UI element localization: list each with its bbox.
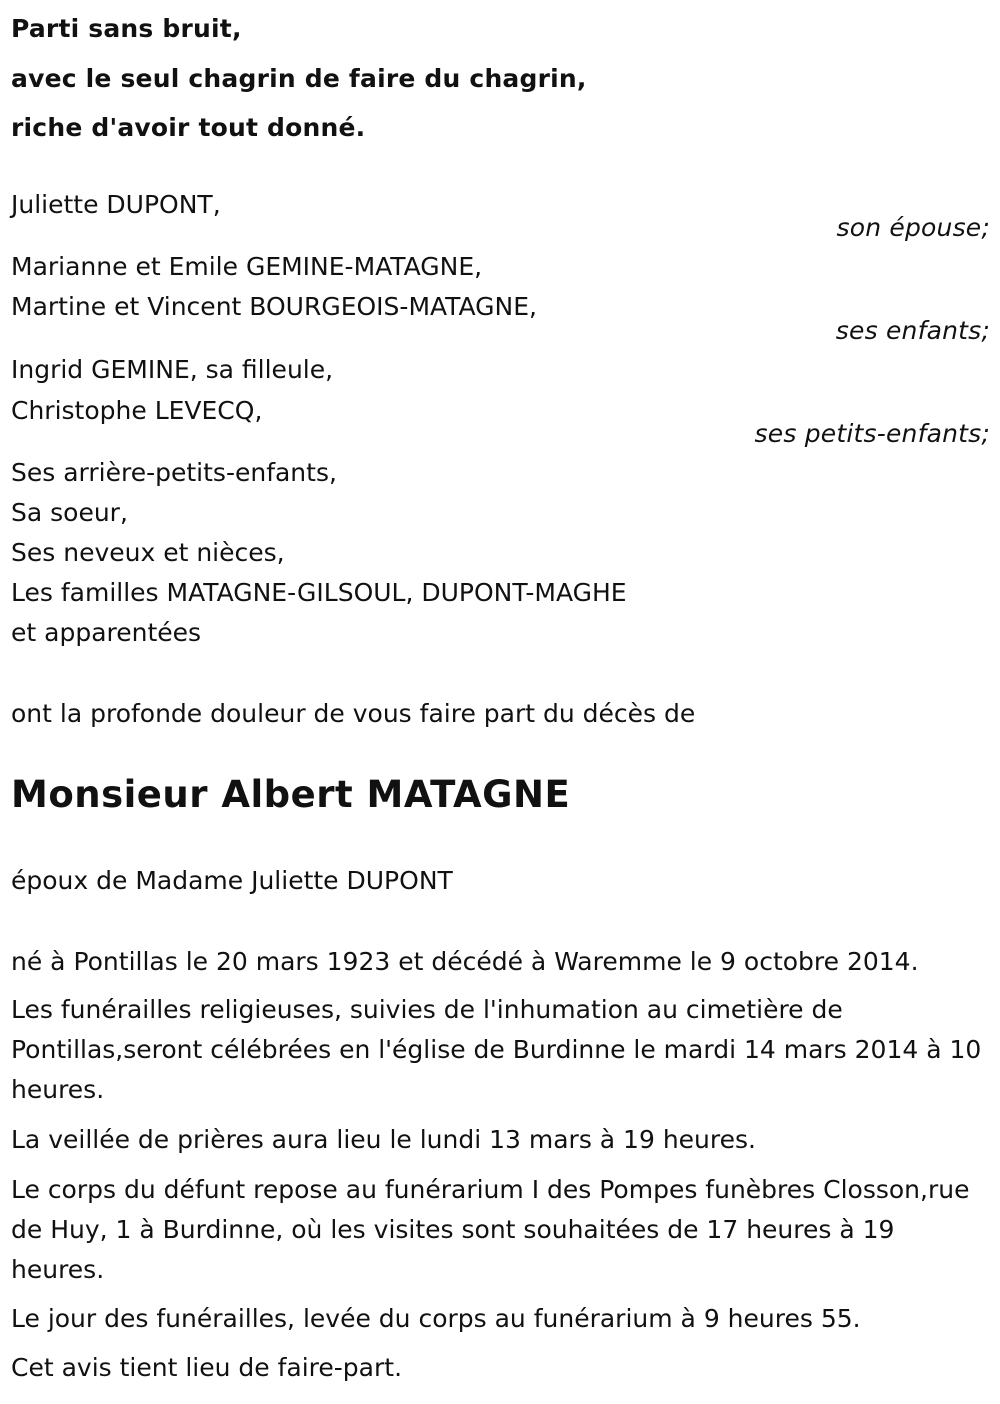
spouse-name: Juliette DUPONT, (11, 190, 221, 219)
announcement-text: ont la profonde douleur de vous faire part du décès de (11, 699, 696, 728)
relative-line: Ses neveux et nièces, (11, 538, 285, 567)
child-line: Martine et Vincent BOURGEOIS-MATAGNE, (11, 292, 537, 321)
epigraph (11, 4, 971, 153)
children-role: ses enfants; (835, 316, 990, 345)
spouse-of-text: époux de Madame Juliette DUPONT (11, 866, 453, 895)
departure-paragraph: Le jour des funérailles, levée du corps au funérarium à 9 heures 55. (11, 1304, 861, 1333)
closing-paragraph: Cet avis tient lieu de faire-part. (11, 1353, 403, 1382)
deceased-name: Monsieur Albert MATAGNE (11, 773, 571, 816)
spouse-role: son épouse; (836, 213, 990, 242)
birth-death-paragraph: né à Pontillas le 20 mars 1923 et décédé à Waremme le 9 octobre 2014. (11, 947, 919, 976)
relative-line: et apparentées (11, 618, 202, 647)
vigil-paragraph: La veillée de prières aura lieu le lundi 13 mars à 19 heures. (11, 1125, 756, 1154)
relative-line: Sa soeur, (11, 498, 128, 527)
epigraph-line: riche d'avoir tout donné. (11, 113, 366, 142)
funeral-paragraph: Les funérailles religieuses, suivies de l'inhumation au cimetière de Pontillas,seront célébrées en l'église de Burdinne le mardi 14 mars 2014 à 10 heures. (11, 995, 982, 1104)
epigraph-line: Parti sans bruit, (11, 14, 242, 43)
grandchildren-role: ses petits-enfants; (754, 419, 990, 448)
epigraph-line: avec le seul chagrin de faire du chagrin, (11, 63, 587, 93)
funeral-home-paragraph: Le corps du défunt repose au funérarium I des Pompes funèbres Closson,rue de Huy, 1 à Burdinne, où les visites sont souhaitées de 17 heures à 19 heures. (11, 1175, 970, 1284)
relative-line: Ses arrière-petits-enfants, (11, 458, 337, 487)
child-line: Marianne et Emile GEMINE-MATAGNE, (11, 252, 483, 281)
relative-line: Les familles MATAGNE-GILSOUL, DUPONT-MAGHE (11, 578, 627, 607)
grandchild-line: Ingrid GEMINE, sa filleule, (11, 355, 334, 384)
grandchild-line: Christophe LEVECQ, (11, 396, 263, 425)
